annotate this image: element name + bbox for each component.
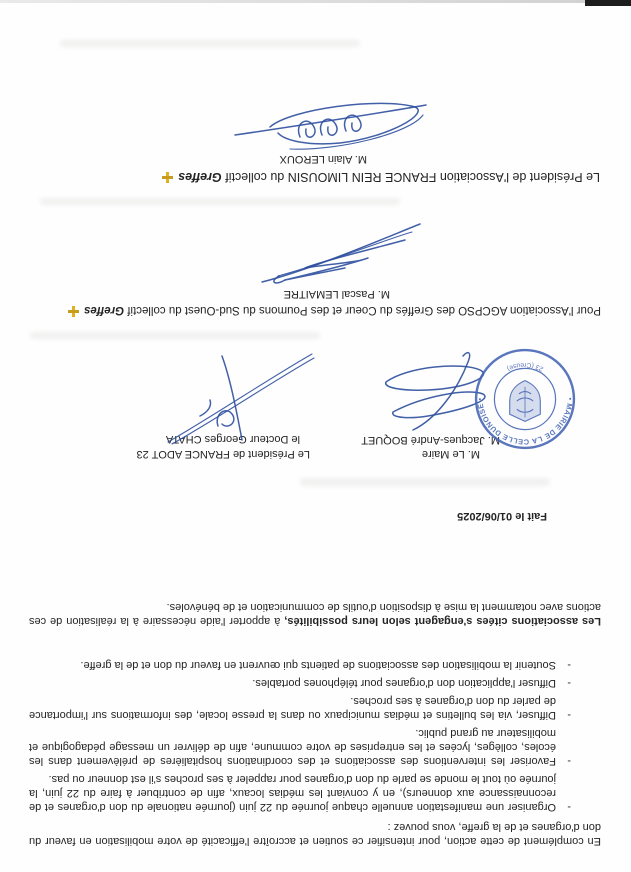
bullet-text: Diffuser, via les bulletins et médias municipaux ou dans la presse locale, des informations sur l'importance de parler du don d'organes à ses proches.	[29, 695, 556, 721]
adot-name: le Docteur Georges CHATA	[165, 433, 300, 445]
mayor-name: M. Jacques-André BOQUET	[361, 434, 500, 446]
bullet-item	[29, 676, 601, 690]
rein-title-line	[162, 170, 600, 184]
agcpso-signer-name: M. Pascal LEMAITRE	[283, 288, 390, 300]
rein-title-text: Le Président de l'Association FRANCE REIN LIMOUSIN du collectif	[221, 170, 600, 184]
bullet-text: Soutenir la mobilisation des associations de patients qui œuvrent en faveur du don et de la greffe.	[80, 659, 556, 671]
agcpso-collective-name: Greffes	[84, 304, 125, 316]
mayor-title: M. Le Maire	[421, 448, 480, 460]
bullet-dash: -	[567, 709, 571, 721]
engagement-rest-text: à apporter l'aide nécessaire à la réalisation de ces actions avec notamment la mise à disposition d'outils de communication et de bénévoles.	[29, 601, 601, 627]
engagement-bold-text: Les associations citées s'engagent selon leurs possibilités,	[284, 615, 601, 627]
date-line: Fait le 01/06/2025	[457, 510, 547, 522]
bullet-text: Favoriser les interventions des associations et des coordinations hospitalières de prélèvement dans les écoles, collèges, lycées et les entreprises de votre commune, afin de délivrer un message pédagogique et mobilisateur au grand public.	[29, 727, 556, 767]
agcpso-title-text: Pour l'Association AGCPSO des Greffés du Coeur et des Poumons du Sud-Ouest du collectif	[124, 304, 601, 316]
adot-title: Le Président de FRANCE ADOT 23	[136, 448, 310, 460]
bullet-item	[29, 726, 601, 768]
bullet-dash: -	[567, 677, 571, 689]
bullet-item	[29, 658, 601, 672]
rein-signer-name: M. Alain LEROUX	[279, 153, 367, 165]
rein-collective-name: Greffes	[178, 170, 222, 184]
bullet-item	[29, 772, 601, 814]
engagement-paragraph	[29, 600, 601, 628]
agcpso-title-line	[68, 304, 601, 317]
bullet-dash: -	[567, 659, 571, 671]
greffes-cross-icon	[68, 306, 79, 317]
intro-paragraph: En complément de cette action, pour intensifier ce soutien et accroître l'efficacité de votre mobilisation en faveur du don d'organes et de la greffe, vous pouvez :	[29, 821, 601, 847]
bullet-dash: -	[567, 801, 571, 813]
bullet-text: Diffuser l'application don d'organes pour téléphones portables.	[252, 677, 556, 689]
bullet-item	[29, 694, 601, 722]
bullet-text: Organiser une manifestation annuelle chaque journée du 22 juin (journée nationale du don d'organes et de reconnaissance aux donneurs), en y conviant les médias locaux, afin de contribuer à faire du 22 juin, la journée où tout le monde se parle du don d'organes pour rappeler à ses proches s'il est donneur ou pas.	[29, 773, 556, 813]
stamp-department-text: 23 (Creuse)	[505, 360, 545, 373]
body-text-block	[29, 600, 601, 848]
stamp-ring-text: • MAIRIE DE LA CELLE DUNOISE •	[475, 397, 575, 447]
bullet-dash: -	[567, 755, 571, 767]
greffes-cross-icon	[162, 172, 173, 183]
